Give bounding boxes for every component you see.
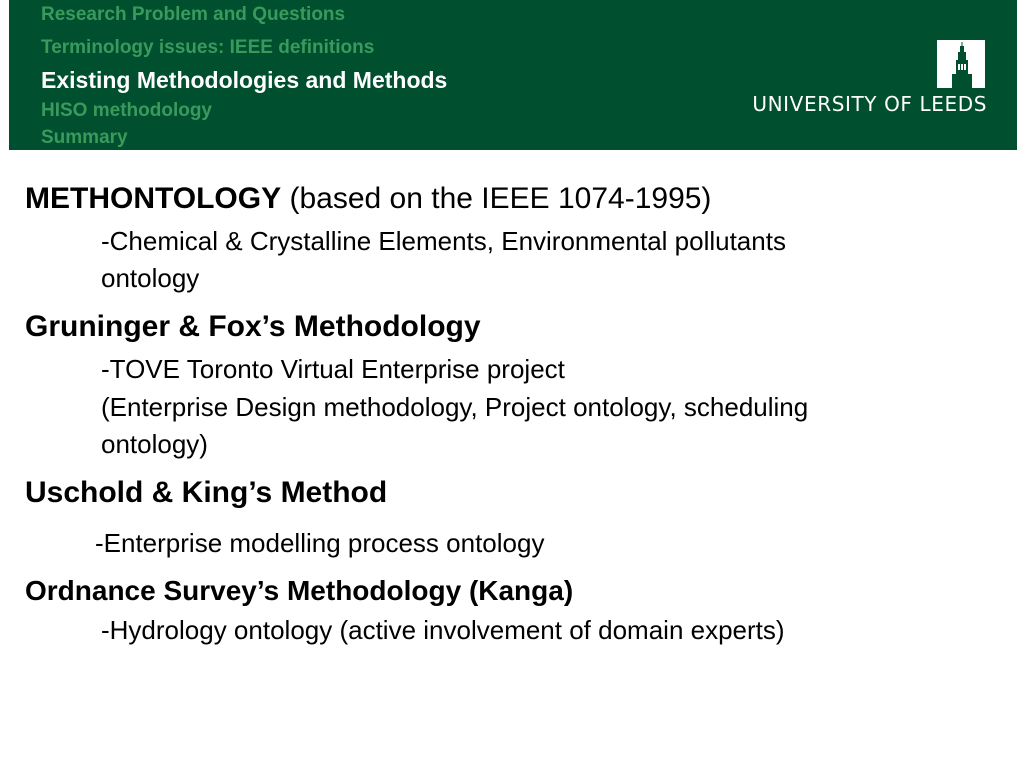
section-line: (Enterprise Design methodology, Project ontology, scheduling <box>101 392 809 422</box>
nav-item-hiso-methodology[interactable]: HISO methodology <box>41 100 212 121</box>
section-title-note: (based on the IEEE 1074-1995) <box>281 182 712 215</box>
section-heading-ordnance-survey: Ordnance Survey’s Methodology (Kanga) <box>25 575 574 606</box>
nav-item-summary[interactable]: Summary <box>41 127 128 148</box>
section-heading-methontology <box>25 182 711 216</box>
section-heading-gruninger-fox: Gruninger & Fox’s Methodology <box>25 310 481 343</box>
section-line: -Enterprise modelling process ontology <box>95 528 545 558</box>
section-heading-uschold-king: Uschold & King’s Method <box>25 476 388 509</box>
nav-item-research-problem[interactable]: Research Problem and Questions <box>41 4 346 25</box>
university-logo-text: UNIVERSITY OF LEEDS <box>752 92 987 116</box>
section-line: ontology <box>101 263 200 293</box>
section-line: ontology) <box>101 429 208 459</box>
nav-item-existing-methodologies[interactable]: Existing Methodologies and Methods <box>41 67 448 93</box>
section-line: -Hydrology ontology (active involvement of domain experts) <box>101 615 785 645</box>
nav-item-terminology[interactable]: Terminology issues: IEEE definitions <box>41 37 375 58</box>
section-title: METHONTOLOGY <box>25 182 282 215</box>
section-line: -TOVE Toronto Virtual Enterprise project <box>101 354 565 384</box>
section-line: -Chemical & Crystalline Elements, Environmental pollutants <box>101 226 786 256</box>
